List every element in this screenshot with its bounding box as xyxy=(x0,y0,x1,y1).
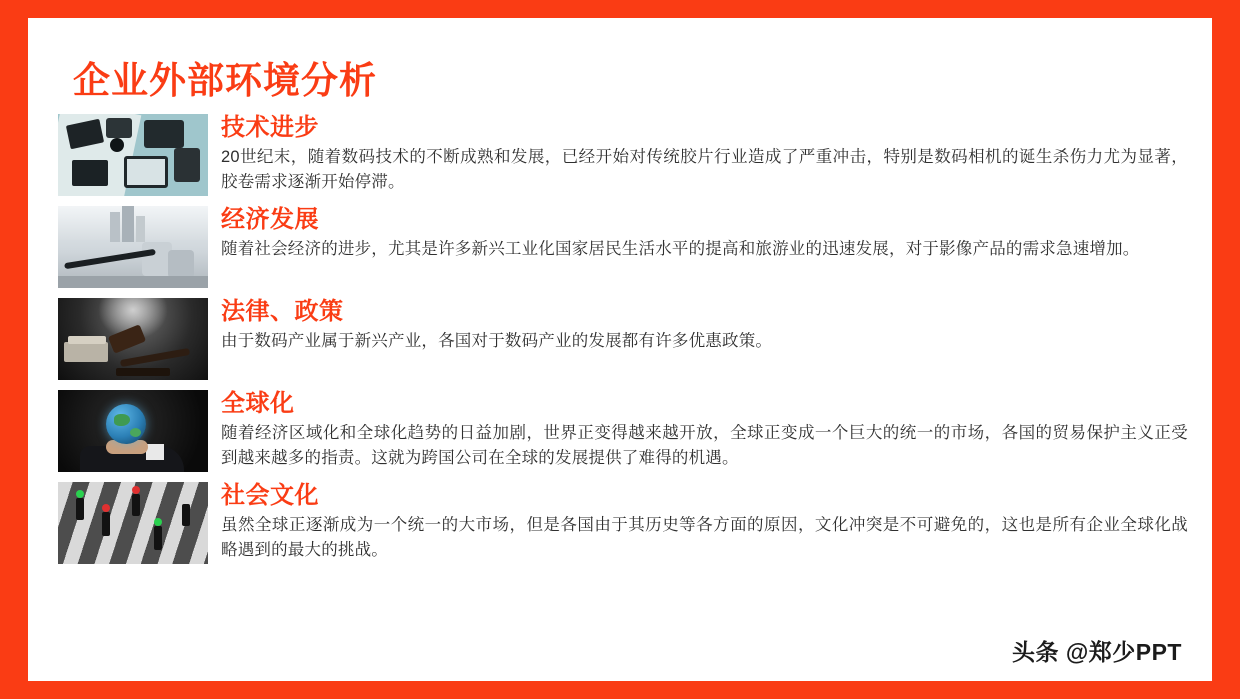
list-item-heading: 经济发展 xyxy=(221,206,319,233)
crosswalk-photo-icon xyxy=(58,482,208,564)
list-item-content xyxy=(221,298,1188,354)
list-item-body: 随着社会经济的进步，尤其是许多新兴工业化国家居民生活水平的提高和旅游业的迅速发展，对于影像产品的需求急速增加。 xyxy=(221,239,1140,258)
list-item xyxy=(58,482,1188,564)
list-item-content xyxy=(221,482,1188,564)
list-item-content xyxy=(221,206,1188,262)
list-item xyxy=(58,114,1188,196)
page-title: 企业外部环境分析 xyxy=(73,60,377,101)
coins-city-photo-icon xyxy=(58,206,208,288)
list-item-heading: 技术进步 xyxy=(221,114,319,141)
globe-in-hand-photo-icon xyxy=(58,390,208,472)
content-list xyxy=(58,114,1188,574)
list-item-body: 随着经济区域化和全球化趋势的日益加剧，世界正变得越来越开放，全球正变成一个巨大的统一的市场，各国的贸易保护主义正受到越来越多的指责。这就为跨国公司在全球的发展提供了难得的机遇。 xyxy=(221,423,1188,468)
list-item-body: 20世纪末，随着数码技术的不断成熟和发展，已经开始对传统胶片行业造成了严重冲击，特别是数码相机的诞生杀伤力尤为显著，胶卷需求逐渐开始停滞。 xyxy=(221,147,1188,192)
list-item xyxy=(58,206,1188,288)
list-item xyxy=(58,390,1188,472)
slide-inner-panel xyxy=(28,18,1212,681)
list-item-heading: 社会文化 xyxy=(221,482,319,509)
watermark: 头条 @郑少PPT xyxy=(1011,639,1182,665)
list-item-content xyxy=(221,390,1188,472)
list-item-content xyxy=(221,114,1188,196)
gavel-photo-icon xyxy=(58,298,208,380)
list-item-body: 虽然全球正逐渐成为一个统一的大市场，但是各国由于其历史等各方面的原因，文化冲突是不可避免的，这也是所有企业全球化战略遇到的最大的挑战。 xyxy=(221,515,1188,560)
list-item-heading: 全球化 xyxy=(221,390,295,417)
list-item-body: 由于数码产业属于新兴产业，各国对于数码产业的发展都有许多优惠政策。 xyxy=(221,331,773,350)
list-item xyxy=(58,298,1188,380)
list-item-heading: 法律、政策 xyxy=(221,298,344,325)
devices-photo-icon xyxy=(58,114,208,196)
